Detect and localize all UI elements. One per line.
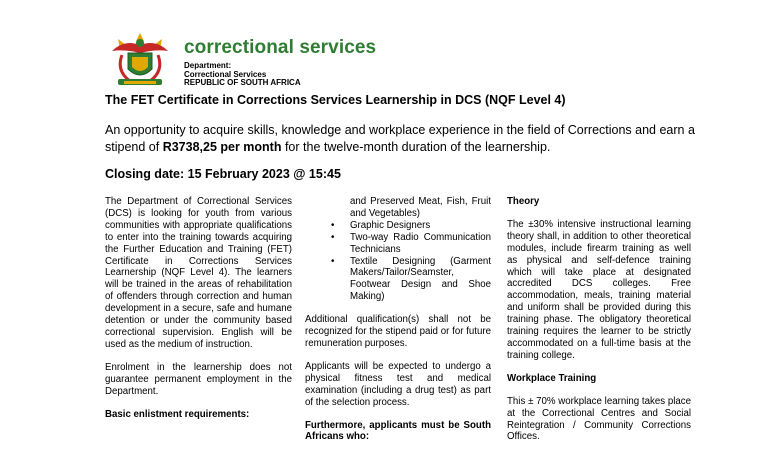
list-item-text: Two-way Radio Communication Technicians	[350, 231, 491, 255]
list-item-text: Graphic Designers	[350, 219, 431, 231]
dept-line-3: REPUBLIC OF SOUTH AFRICA	[184, 78, 301, 87]
column-2	[305, 196, 491, 454]
col2-paragraph-1: Additional qualification(s) shall not be recognized for the stipend paid or for future remuneration purposes.	[305, 314, 491, 349]
column-3	[507, 196, 691, 454]
list-item	[305, 220, 491, 232]
intro-text: An opportunity to acquire skills, knowledge and workplace experience in the field of Corrections and earn a stipend of	[105, 123, 695, 154]
department-block	[184, 62, 301, 88]
brand-title: correctional services	[184, 37, 377, 58]
bullet-icon: •	[331, 231, 335, 243]
col1-paragraph-2: Enrolment in the learnership does not guarantee permanent employment in the Department.	[105, 361, 292, 397]
intro-text-end: for the twelve-month duration of the learnership.	[281, 140, 551, 154]
col2-paragraph-2: Applicants will be expected to undergo a physical fitness test and medical examination (including a drug test) as part of the selection process.	[305, 360, 491, 408]
closing-date: Closing date: 15 February 2023 @ 15:45	[105, 167, 341, 181]
theory-heading: Theory	[507, 196, 540, 207]
workplace-heading: Workplace Training	[507, 372, 597, 384]
list-item	[305, 256, 491, 304]
column-1	[105, 196, 292, 431]
requirements-heading: Basic enlistment requirements:	[105, 408, 250, 420]
theory-paragraph: The ±30% intensive instructional learning theory shall, in addition to other theoretical modules, include firearm training as well as physical and self-defence training which will take place at designated accredited DCS colleges. Free accommodation, meals, training material and uniform shall be provided during this training phase. The obligatory theoretical training requires the learner to be strictly accommodated on a full-time basis at the training college.	[507, 218, 691, 361]
bullet-icon: •	[331, 219, 335, 231]
dept-line-1: Department:	[184, 61, 232, 70]
bullet-icon: •	[331, 255, 335, 267]
workplace-paragraph: This ± 70% workplace learning takes place at the Correctional Centres and Social Reintegration / Community Corrections Offices.	[507, 395, 691, 443]
page-title: The FET Certificate in Corrections Services Learnership in DCS (NQF Level 4)	[105, 93, 566, 107]
intro-paragraph	[105, 122, 695, 156]
col1-paragraph-1: The Department of Correctional Services (DCS) is looking for youth from various communities with appropriate qualifications to enter into the training towards acquiring the Further Education and Training (FET) Certificate in Corrections Services Learnership (NQF Level 4). The learners will be trained in the areas of rehabilitation of offenders through correction and human development in a secure, safe and humane detention or under the community based correctional supervision. English will be used as the medium of instruction.	[105, 196, 292, 350]
list-item	[305, 232, 491, 256]
stipend-amount: R3738,25 per month	[162, 140, 282, 154]
list-continuation: and Preserved Meat, Fish, Fruit and Vegetables)	[350, 196, 491, 219]
trade-list	[305, 220, 491, 303]
list-item-text: Textile Designing (Garment Makers/Tailor/Seamster, Footwear Design and Shoe Making)	[350, 255, 491, 303]
south-africa-coat-of-arms-logo	[104, 31, 176, 89]
dept-line-2: Correctional Services	[184, 69, 267, 79]
col2-paragraph-3: Furthermore, applicants must be South Africans who:	[305, 419, 491, 443]
